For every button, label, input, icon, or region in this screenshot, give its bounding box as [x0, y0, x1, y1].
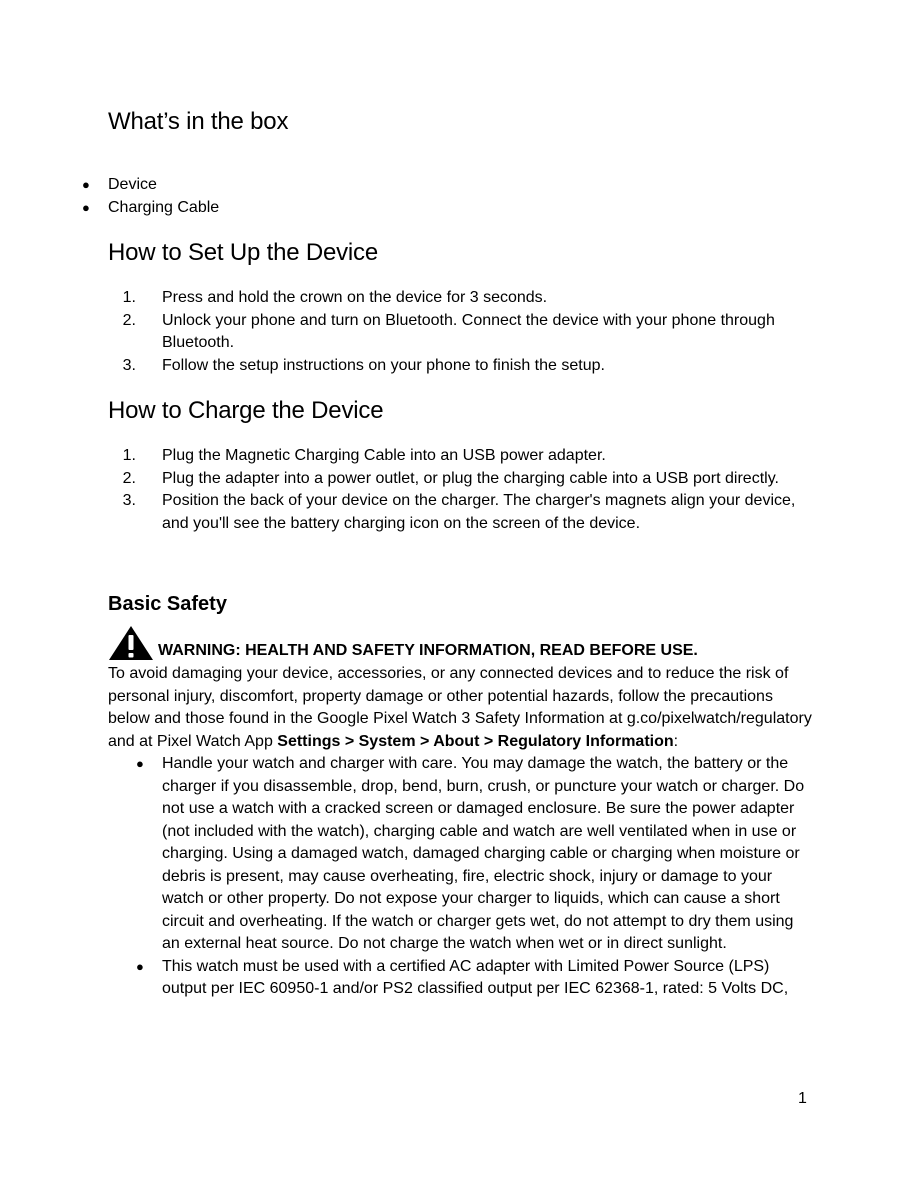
- bullet-icon: ●: [82, 177, 90, 192]
- charge-heading: How to Charge the Device: [108, 397, 384, 424]
- warning-row: [108, 625, 813, 661]
- box-list: [82, 174, 813, 219]
- list-item: ● Handle your watch and charger with care. You may damage the watch, the battery or the charger if you disassemble, drop, bend, burn, crush, or puncture your watch or charger. Do not use a watch with a cracked screen or damaged enclosure. Be sure the power adapter (not included with the watch), charging cable and watch are well ventilated when in use or charging. Using a damaged watch, damaged charging cable or charging when moisture or debris is present, may cause overheating, fire, electric shock, injury or damage to your watch or other property. Do not expose your charger to liquids, which can cause a short circuit and overheating. If the watch or charger gets wet, do not attempt to dry them using an external heat source. Do not charge the watch when wet or in direct sunlight.: [136, 755, 805, 952]
- list-item: ● This watch must be used with a certified AC adapter with Limited Power Source (LPS) output per IEC 60950-1 and/or PS2 classified output per IEC 62368-1, rated: 5 Volts DC,: [136, 957, 789, 997]
- setup-steps: [108, 287, 813, 377]
- setup-heading: How to Set Up the Device: [108, 239, 378, 266]
- list-item: ● Device: [108, 174, 813, 197]
- list-item: 2. Plug the adapter into a power outlet, or plug the charging cable into a USB port directly.: [122, 469, 779, 487]
- list-item: 2. Unlock your phone and turn on Bluetooth. Connect the device with your phone through Bluetooth.: [122, 311, 775, 351]
- safety-intro: To avoid damaging your device, accessories, or any connected devices and to reduce the risk of personal injury, discomfort, property damage or other potential hazards, follow the precautions below and those found in the Google Pixel Watch 3 Safety Information at g.co/pixelwatch/regulatory and at Pixel Watch App Settings > System > About > Regulatory Information:: [108, 665, 812, 750]
- list-item: 3. Position the back of your device on the charger. The charger's magnets align your device, and you'll see the battery charging icon on the screen of the device.: [122, 492, 796, 532]
- warning-title: WARNING: HEALTH AND SAFETY INFORMATION, READ BEFORE USE.: [158, 642, 698, 659]
- list-item: 1. Plug the Magnetic Charging Cable into an USB power adapter.: [122, 447, 606, 464]
- list-item: ● Charging Cable: [108, 197, 813, 220]
- safety-heading: Basic Safety: [108, 593, 227, 615]
- list-item: 3. Follow the setup instructions on your phone to finish the setup.: [122, 356, 605, 374]
- charge-steps: [108, 445, 813, 535]
- page-content: [82, 104, 813, 1001]
- page-number: 1: [798, 1090, 807, 1107]
- warning-triangle-icon: [108, 625, 154, 661]
- bullet-icon: ●: [136, 756, 144, 771]
- box-heading: What’s in the box: [108, 108, 289, 135]
- bullet-icon: ●: [136, 958, 144, 974]
- bullet-icon: ●: [82, 199, 90, 215]
- list-item: 1. Press and hold the crown on the device for 3 seconds.: [122, 289, 548, 306]
- safety-bullets: [108, 753, 813, 1001]
